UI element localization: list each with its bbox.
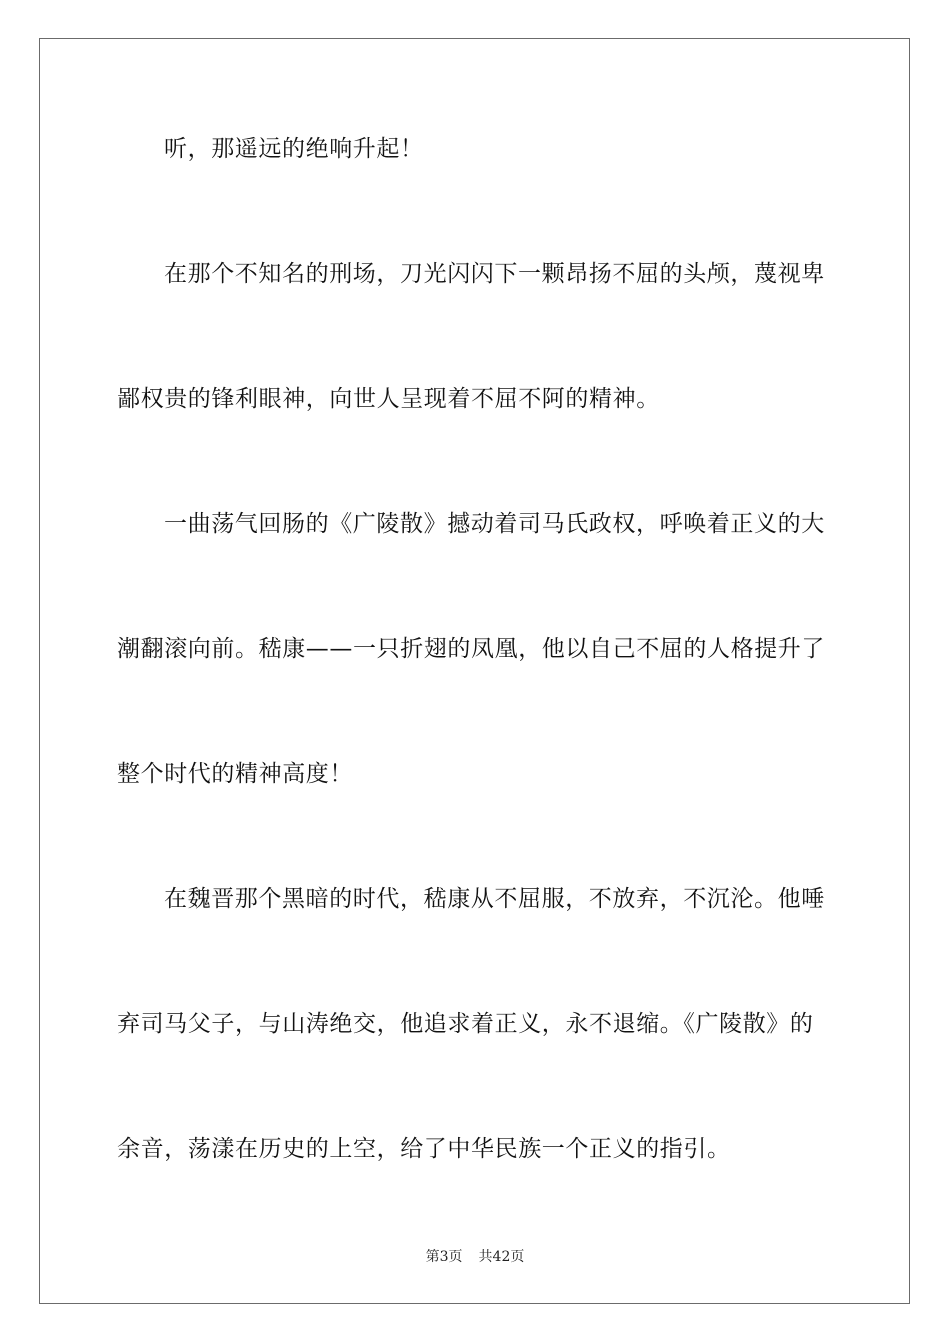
paragraph-3-line-2: 潮翻滚向前。嵇康——一只折翅的凤凰，他以自己不屈的人格提升了 [117,636,825,662]
page-frame [39,38,910,1304]
paragraph-3-line-3: 整个时代的精神高度！ [117,761,353,787]
paragraph-2-line-1: 在那个不知名的刑场，刀光闪闪下一颗昂扬不屈的头颅，蔑视卑 [164,261,825,287]
paragraph-3-line-1: 一曲荡气回肠的《广陵散》撼动着司马氏政权，呼唤着正义的大 [164,511,825,537]
page-number: 第3页 [425,1249,463,1265]
paragraph-1-line-1: 听，那遥远的绝响升起！ [164,136,424,162]
paragraph-4-line-1: 在魏晋那个黑暗的时代，嵇康从不屈服，不放弃，不沉沦。他唾 [164,886,825,912]
paragraph-4-line-2: 弃司马父子，与山涛绝交，他追求着正义，永不退缩。《广陵散》的 [117,1011,814,1037]
total-pages: 共42页 [478,1249,525,1265]
page-footer [0,1247,950,1267]
paragraph-2-line-2: 鄙权贵的锋利眼神，向世人呈现着不屈不阿的精神。 [117,386,660,412]
paragraph-4-line-3: 余音，荡漾在历史的上空，给了中华民族一个正义的指引。 [117,1136,731,1162]
